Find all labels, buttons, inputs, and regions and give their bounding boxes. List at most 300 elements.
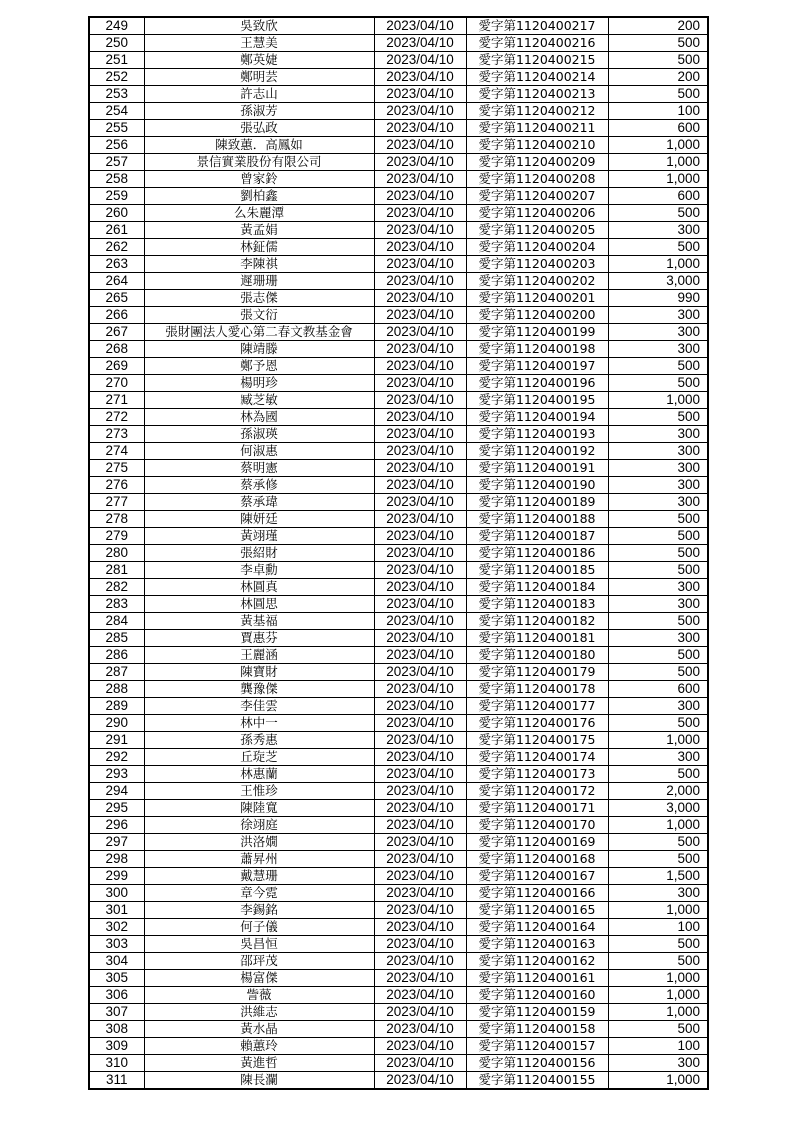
amount-cell: 300 — [608, 324, 708, 341]
table-row — [89, 732, 708, 749]
donor-name-cell: 陳致蕙．高鳳如 — [144, 137, 374, 154]
row-number-cell: 257 — [89, 154, 144, 171]
row-number-cell: 279 — [89, 528, 144, 545]
receipt-number-cell: 愛字第1120400214 — [466, 69, 608, 86]
donor-name-cell: 臧芝敏 — [144, 392, 374, 409]
receipt-number-cell: 愛字第1120400184 — [466, 579, 608, 596]
receipt-number-cell: 愛字第1120400166 — [466, 885, 608, 902]
donation-date-cell: 2023/04/10 — [374, 545, 466, 562]
table-row — [89, 545, 708, 562]
donation-date-cell: 2023/04/10 — [374, 749, 466, 766]
receipt-number-cell: 愛字第1120400175 — [466, 732, 608, 749]
amount-cell: 500 — [608, 358, 708, 375]
donor-name-cell: 洪洛嫺 — [144, 834, 374, 851]
row-number-cell: 266 — [89, 307, 144, 324]
amount-cell: 500 — [608, 545, 708, 562]
donor-name-cell: 陳妍廷 — [144, 511, 374, 528]
receipt-number-cell: 愛字第1120400172 — [466, 783, 608, 800]
row-number-cell: 283 — [89, 596, 144, 613]
table-row — [89, 834, 708, 851]
donor-name-cell: 黃翊瑾 — [144, 528, 374, 545]
donation-date-cell: 2023/04/10 — [374, 902, 466, 919]
row-number-cell: 251 — [89, 52, 144, 69]
donation-date-cell: 2023/04/10 — [374, 290, 466, 307]
donor-name-cell: 劉柏鑫 — [144, 188, 374, 205]
donation-date-cell: 2023/04/10 — [374, 69, 466, 86]
table-row — [89, 511, 708, 528]
donor-name-cell: 何子儀 — [144, 919, 374, 936]
receipt-number-cell: 愛字第1120400181 — [466, 630, 608, 647]
receipt-number-cell: 愛字第1120400197 — [466, 358, 608, 375]
table-row — [89, 443, 708, 460]
donor-name-cell: 徐翊庭 — [144, 817, 374, 834]
donation-date-cell: 2023/04/10 — [374, 154, 466, 171]
table-row — [89, 800, 708, 817]
donation-date-cell: 2023/04/10 — [374, 715, 466, 732]
donor-name-cell: 林鉦儒 — [144, 239, 374, 256]
receipt-number-cell: 愛字第1120400198 — [466, 341, 608, 358]
donation-date-cell: 2023/04/10 — [374, 596, 466, 613]
receipt-number-cell: 愛字第1120400189 — [466, 494, 608, 511]
amount-cell: 500 — [608, 205, 708, 222]
donation-date-cell: 2023/04/10 — [374, 375, 466, 392]
receipt-number-cell: 愛字第1120400200 — [466, 307, 608, 324]
donor-name-cell: 黃進哲 — [144, 1055, 374, 1072]
amount-cell: 200 — [608, 17, 708, 35]
row-number-cell: 254 — [89, 103, 144, 120]
amount-cell: 1,000 — [608, 732, 708, 749]
table-row — [89, 103, 708, 120]
receipt-number-cell: 愛字第1120400207 — [466, 188, 608, 205]
row-number-cell: 302 — [89, 919, 144, 936]
donor-name-cell: 張文衍 — [144, 307, 374, 324]
donation-date-cell: 2023/04/10 — [374, 256, 466, 273]
donation-date-cell: 2023/04/10 — [374, 528, 466, 545]
donation-date-cell: 2023/04/10 — [374, 800, 466, 817]
table-row — [89, 120, 708, 137]
receipt-number-cell: 愛字第1120400173 — [466, 766, 608, 783]
row-number-cell: 303 — [89, 936, 144, 953]
receipt-number-cell: 愛字第1120400182 — [466, 613, 608, 630]
receipt-number-cell: 愛字第1120400157 — [466, 1038, 608, 1055]
row-number-cell: 250 — [89, 35, 144, 52]
donation-date-cell: 2023/04/10 — [374, 613, 466, 630]
donor-name-cell: 丘琁芝 — [144, 749, 374, 766]
donor-name-cell: 王慧美 — [144, 35, 374, 52]
donor-name-cell: 黃孟娟 — [144, 222, 374, 239]
receipt-number-cell: 愛字第1120400174 — [466, 749, 608, 766]
amount-cell: 500 — [608, 936, 708, 953]
table-row — [89, 715, 708, 732]
receipt-number-cell: 愛字第1120400213 — [466, 86, 608, 103]
donation-date-cell: 2023/04/10 — [374, 205, 466, 222]
receipt-number-cell: 愛字第1120400201 — [466, 290, 608, 307]
amount-cell: 600 — [608, 681, 708, 698]
donation-date-cell: 2023/04/10 — [374, 868, 466, 885]
amount-cell: 300 — [608, 460, 708, 477]
donor-name-cell: 李卓勳 — [144, 562, 374, 579]
receipt-number-cell: 愛字第1120400205 — [466, 222, 608, 239]
receipt-number-cell: 愛字第1120400177 — [466, 698, 608, 715]
table-row — [89, 919, 708, 936]
row-number-cell: 253 — [89, 86, 144, 103]
donor-name-cell: 鄭英婕 — [144, 52, 374, 69]
row-number-cell: 304 — [89, 953, 144, 970]
row-number-cell: 287 — [89, 664, 144, 681]
table-row — [89, 817, 708, 834]
table-row — [89, 392, 708, 409]
amount-cell: 200 — [608, 69, 708, 86]
receipt-number-cell: 愛字第1120400194 — [466, 409, 608, 426]
donor-name-cell: 陳靖滕 — [144, 341, 374, 358]
receipt-number-cell: 愛字第1120400192 — [466, 443, 608, 460]
donor-name-cell: 么朱麗潭 — [144, 205, 374, 222]
amount-cell: 1,000 — [608, 256, 708, 273]
donor-name-cell: 林圓真 — [144, 579, 374, 596]
receipt-number-cell: 愛字第1120400190 — [466, 477, 608, 494]
amount-cell: 500 — [608, 409, 708, 426]
receipt-number-cell: 愛字第1120400188 — [466, 511, 608, 528]
amount-cell: 300 — [608, 1055, 708, 1072]
donor-name-cell: 楊明珍 — [144, 375, 374, 392]
row-number-cell: 256 — [89, 137, 144, 154]
donation-date-cell: 2023/04/10 — [374, 341, 466, 358]
amount-cell: 500 — [608, 664, 708, 681]
amount-cell: 1,000 — [608, 987, 708, 1004]
table-row — [89, 664, 708, 681]
table-row — [89, 375, 708, 392]
donation-date-cell: 2023/04/10 — [374, 460, 466, 477]
receipt-number-cell: 愛字第1120400215 — [466, 52, 608, 69]
donation-date-cell: 2023/04/10 — [374, 392, 466, 409]
table-row — [89, 562, 708, 579]
table-row — [89, 222, 708, 239]
amount-cell: 300 — [608, 698, 708, 715]
amount-cell: 300 — [608, 341, 708, 358]
amount-cell: 990 — [608, 290, 708, 307]
table-row — [89, 987, 708, 1004]
amount-cell: 500 — [608, 562, 708, 579]
amount-cell: 300 — [608, 426, 708, 443]
row-number-cell: 260 — [89, 205, 144, 222]
donation-date-cell: 2023/04/10 — [374, 1004, 466, 1021]
receipt-number-cell: 愛字第1120400169 — [466, 834, 608, 851]
amount-cell: 1,000 — [608, 817, 708, 834]
receipt-number-cell: 愛字第1120400186 — [466, 545, 608, 562]
table-row — [89, 528, 708, 545]
row-number-cell: 293 — [89, 766, 144, 783]
receipt-number-cell: 愛字第1120400187 — [466, 528, 608, 545]
amount-cell: 3,000 — [608, 273, 708, 290]
row-number-cell: 259 — [89, 188, 144, 205]
amount-cell: 1,000 — [608, 1072, 708, 1090]
receipt-number-cell: 愛字第1120400158 — [466, 1021, 608, 1038]
donation-date-cell: 2023/04/10 — [374, 885, 466, 902]
table-row — [89, 596, 708, 613]
table-row — [89, 579, 708, 596]
receipt-number-cell: 愛字第1120400199 — [466, 324, 608, 341]
amount-cell: 2,000 — [608, 783, 708, 800]
table-row — [89, 341, 708, 358]
donation-date-cell: 2023/04/10 — [374, 834, 466, 851]
donor-name-cell: 林為國 — [144, 409, 374, 426]
donor-name-cell: 遲珊珊 — [144, 273, 374, 290]
donation-date-cell: 2023/04/10 — [374, 953, 466, 970]
amount-cell: 1,000 — [608, 137, 708, 154]
row-number-cell: 296 — [89, 817, 144, 834]
ledger-body — [89, 17, 708, 1089]
amount-cell: 100 — [608, 103, 708, 120]
amount-cell: 100 — [608, 919, 708, 936]
table-row — [89, 1021, 708, 1038]
table-row — [89, 1038, 708, 1055]
donor-name-cell: 李錫銘 — [144, 902, 374, 919]
row-number-cell: 255 — [89, 120, 144, 137]
row-number-cell: 308 — [89, 1021, 144, 1038]
donor-name-cell: 張紹財 — [144, 545, 374, 562]
table-row — [89, 1055, 708, 1072]
donor-name-cell: 洪維志 — [144, 1004, 374, 1021]
donor-name-cell: 林中一 — [144, 715, 374, 732]
row-number-cell: 292 — [89, 749, 144, 766]
amount-cell: 500 — [608, 86, 708, 103]
donor-name-cell: 王惟珍 — [144, 783, 374, 800]
donor-name-cell: 訾薇 — [144, 987, 374, 1004]
donation-date-cell: 2023/04/10 — [374, 851, 466, 868]
receipt-number-cell: 愛字第1120400159 — [466, 1004, 608, 1021]
receipt-number-cell: 愛字第1120400217 — [466, 17, 608, 35]
donor-name-cell: 龔豫傑 — [144, 681, 374, 698]
receipt-number-cell: 愛字第1120400195 — [466, 392, 608, 409]
donation-date-cell: 2023/04/10 — [374, 562, 466, 579]
table-row — [89, 358, 708, 375]
donor-name-cell: 李佳雲 — [144, 698, 374, 715]
table-row — [89, 273, 708, 290]
donation-date-cell: 2023/04/10 — [374, 970, 466, 987]
amount-cell: 1,000 — [608, 1004, 708, 1021]
row-number-cell: 275 — [89, 460, 144, 477]
amount-cell: 1,500 — [608, 868, 708, 885]
table-row — [89, 17, 708, 35]
amount-cell: 1,000 — [608, 171, 708, 188]
amount-cell: 300 — [608, 443, 708, 460]
receipt-number-cell: 愛字第1120400162 — [466, 953, 608, 970]
receipt-number-cell: 愛字第1120400160 — [466, 987, 608, 1004]
row-number-cell: 285 — [89, 630, 144, 647]
amount-cell: 500 — [608, 35, 708, 52]
receipt-number-cell: 愛字第1120400165 — [466, 902, 608, 919]
donor-name-cell: 邵玶茂 — [144, 953, 374, 970]
row-number-cell: 277 — [89, 494, 144, 511]
amount-cell: 500 — [608, 834, 708, 851]
amount-cell: 500 — [608, 239, 708, 256]
row-number-cell: 258 — [89, 171, 144, 188]
table-row — [89, 52, 708, 69]
table-row — [89, 307, 708, 324]
amount-cell: 500 — [608, 851, 708, 868]
table-row — [89, 1004, 708, 1021]
donation-date-cell: 2023/04/10 — [374, 681, 466, 698]
row-number-cell: 274 — [89, 443, 144, 460]
table-row — [89, 936, 708, 953]
donation-date-cell: 2023/04/10 — [374, 664, 466, 681]
donation-date-cell: 2023/04/10 — [374, 494, 466, 511]
receipt-number-cell: 愛字第1120400208 — [466, 171, 608, 188]
donor-name-cell: 鄭予恩 — [144, 358, 374, 375]
row-number-cell: 270 — [89, 375, 144, 392]
donor-name-cell: 張志傑 — [144, 290, 374, 307]
donor-name-cell: 孫淑瑛 — [144, 426, 374, 443]
donor-name-cell: 蔡承修 — [144, 477, 374, 494]
receipt-number-cell: 愛字第1120400216 — [466, 35, 608, 52]
donation-date-cell: 2023/04/10 — [374, 52, 466, 69]
receipt-number-cell: 愛字第1120400167 — [466, 868, 608, 885]
donor-name-cell: 曾家鈴 — [144, 171, 374, 188]
donor-name-cell: 蔡明憲 — [144, 460, 374, 477]
receipt-number-cell: 愛字第1120400164 — [466, 919, 608, 936]
receipt-number-cell: 愛字第1120400185 — [466, 562, 608, 579]
table-row — [89, 154, 708, 171]
amount-cell: 3,000 — [608, 800, 708, 817]
table-row — [89, 613, 708, 630]
receipt-number-cell: 愛字第1120400163 — [466, 936, 608, 953]
table-row — [89, 324, 708, 341]
donor-name-cell: 吳昌恒 — [144, 936, 374, 953]
donation-date-cell: 2023/04/10 — [374, 1055, 466, 1072]
table-row — [89, 460, 708, 477]
row-number-cell: 282 — [89, 579, 144, 596]
donation-date-cell: 2023/04/10 — [374, 188, 466, 205]
donation-date-cell: 2023/04/10 — [374, 120, 466, 137]
row-number-cell: 278 — [89, 511, 144, 528]
amount-cell: 1,000 — [608, 902, 708, 919]
row-number-cell: 267 — [89, 324, 144, 341]
receipt-number-cell: 愛字第1120400191 — [466, 460, 608, 477]
row-number-cell: 249 — [89, 17, 144, 35]
receipt-number-cell: 愛字第1120400178 — [466, 681, 608, 698]
donor-name-cell: 蕭昇州 — [144, 851, 374, 868]
amount-cell: 1,000 — [608, 392, 708, 409]
donor-name-cell: 鄭明芸 — [144, 69, 374, 86]
donation-ledger-table — [88, 16, 709, 1090]
table-row — [89, 188, 708, 205]
donor-name-cell: 景信實業股份有限公司 — [144, 154, 374, 171]
receipt-number-cell: 愛字第1120400196 — [466, 375, 608, 392]
receipt-number-cell: 愛字第1120400203 — [466, 256, 608, 273]
row-number-cell: 281 — [89, 562, 144, 579]
table-row — [89, 698, 708, 715]
donation-date-cell: 2023/04/10 — [374, 409, 466, 426]
donation-date-cell: 2023/04/10 — [374, 936, 466, 953]
donation-date-cell: 2023/04/10 — [374, 511, 466, 528]
donation-date-cell: 2023/04/10 — [374, 1038, 466, 1055]
table-row — [89, 885, 708, 902]
receipt-number-cell: 愛字第1120400180 — [466, 647, 608, 664]
table-row — [89, 256, 708, 273]
donation-date-cell: 2023/04/10 — [374, 698, 466, 715]
table-row — [89, 137, 708, 154]
table-row — [89, 171, 708, 188]
donation-date-cell: 2023/04/10 — [374, 222, 466, 239]
row-number-cell: 263 — [89, 256, 144, 273]
donation-date-cell: 2023/04/10 — [374, 443, 466, 460]
row-number-cell: 291 — [89, 732, 144, 749]
row-number-cell: 310 — [89, 1055, 144, 1072]
receipt-number-cell: 愛字第1120400179 — [466, 664, 608, 681]
donor-name-cell: 孫淑芳 — [144, 103, 374, 120]
amount-cell: 1,000 — [608, 154, 708, 171]
donor-name-cell: 戴慧珊 — [144, 868, 374, 885]
row-number-cell: 265 — [89, 290, 144, 307]
donor-name-cell: 陳寶財 — [144, 664, 374, 681]
table-row — [89, 783, 708, 800]
donation-date-cell: 2023/04/10 — [374, 137, 466, 154]
donor-name-cell: 章今霓 — [144, 885, 374, 902]
donation-date-cell: 2023/04/10 — [374, 171, 466, 188]
receipt-number-cell: 愛字第1120400202 — [466, 273, 608, 290]
donation-date-cell: 2023/04/10 — [374, 477, 466, 494]
receipt-number-cell: 愛字第1120400204 — [466, 239, 608, 256]
donor-name-cell: 林惠蘭 — [144, 766, 374, 783]
donor-name-cell: 孫秀惠 — [144, 732, 374, 749]
donation-date-cell: 2023/04/10 — [374, 1021, 466, 1038]
row-number-cell: 286 — [89, 647, 144, 664]
donation-date-cell: 2023/04/10 — [374, 35, 466, 52]
table-row — [89, 477, 708, 494]
donation-date-cell: 2023/04/10 — [374, 426, 466, 443]
donor-name-cell: 王麗涵 — [144, 647, 374, 664]
table-row — [89, 239, 708, 256]
row-number-cell: 262 — [89, 239, 144, 256]
amount-cell: 1,000 — [608, 970, 708, 987]
donor-name-cell: 黃基福 — [144, 613, 374, 630]
row-number-cell: 307 — [89, 1004, 144, 1021]
amount-cell: 500 — [608, 613, 708, 630]
donation-date-cell: 2023/04/10 — [374, 239, 466, 256]
amount-cell: 100 — [608, 1038, 708, 1055]
receipt-number-cell: 愛字第1120400212 — [466, 103, 608, 120]
donation-date-cell: 2023/04/10 — [374, 732, 466, 749]
donation-date-cell: 2023/04/10 — [374, 86, 466, 103]
donor-name-cell: 賴蕙玲 — [144, 1038, 374, 1055]
receipt-number-cell: 愛字第1120400171 — [466, 800, 608, 817]
donor-name-cell: 李陳祺 — [144, 256, 374, 273]
donation-date-cell: 2023/04/10 — [374, 324, 466, 341]
donation-date-cell: 2023/04/10 — [374, 817, 466, 834]
amount-cell: 500 — [608, 52, 708, 69]
amount-cell: 600 — [608, 188, 708, 205]
donation-date-cell: 2023/04/10 — [374, 1072, 466, 1090]
amount-cell: 300 — [608, 494, 708, 511]
row-number-cell: 298 — [89, 851, 144, 868]
row-number-cell: 297 — [89, 834, 144, 851]
row-number-cell: 300 — [89, 885, 144, 902]
row-number-cell: 305 — [89, 970, 144, 987]
row-number-cell: 284 — [89, 613, 144, 630]
row-number-cell: 271 — [89, 392, 144, 409]
donation-date-cell: 2023/04/10 — [374, 630, 466, 647]
donation-date-cell: 2023/04/10 — [374, 307, 466, 324]
donor-name-cell: 陳長瀾 — [144, 1072, 374, 1090]
donation-date-cell: 2023/04/10 — [374, 358, 466, 375]
donor-name-cell: 蔡承瑋 — [144, 494, 374, 511]
row-number-cell: 299 — [89, 868, 144, 885]
table-row — [89, 205, 708, 222]
amount-cell: 300 — [608, 885, 708, 902]
amount-cell: 300 — [608, 222, 708, 239]
donation-date-cell: 2023/04/10 — [374, 783, 466, 800]
donation-date-cell: 2023/04/10 — [374, 987, 466, 1004]
